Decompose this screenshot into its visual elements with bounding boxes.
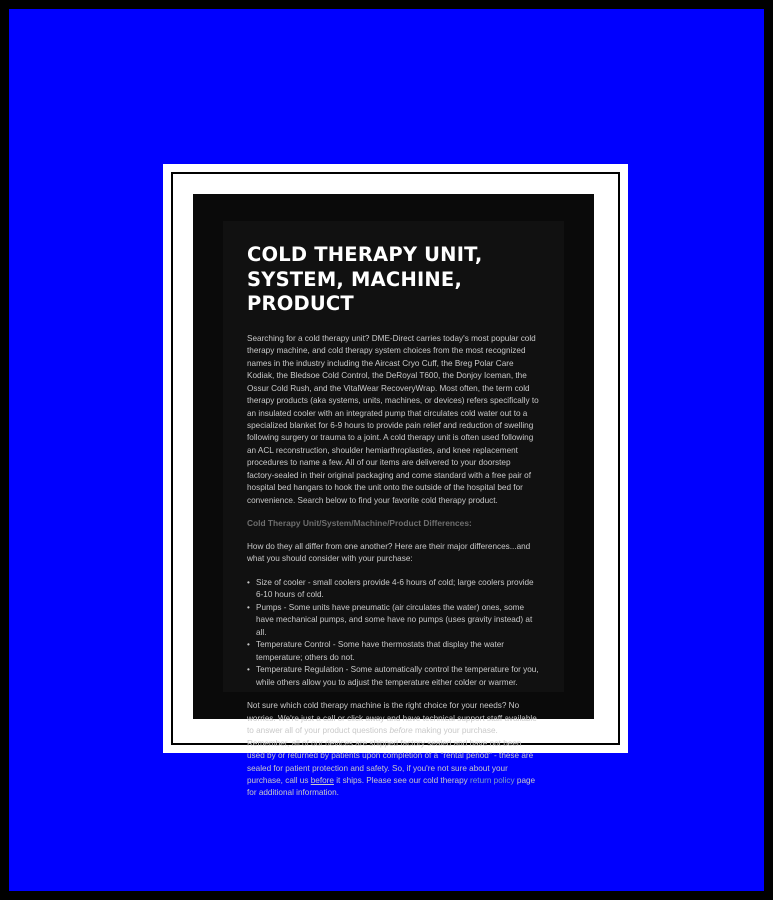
differences-list — [247, 577, 540, 689]
article-content — [223, 221, 564, 798]
closing-text-part1: Not sure which cold therapy machine is the right choice for your needs? No worries. We're just a call or click away and have technical support staff available to answer all of your product questions — [247, 701, 537, 736]
intro-paragraph: Searching for a cold therapy unit? DME-Direct carries today's most popular cold therapy machine, and cold therapy system choices from the most recognized names in the industry including the Aircast Cryo Cuff, the Breg Polar Care Kodiak, the Bledsoe Cold Control, the DeRoyal T600, the Donjoy Iceman, the Ossur Cold Rush, and the VitalWear RecoveryWrap. Most often, the term cold therapy products (aka systems, units, machines, or devices) refers specifically to an insulated cooler with an integrated pump that circulates cold water out to a specialized blanket for 6-9 hours to provide pain relief and reduction of swelling following surgery or trauma to a joint. A cold therapy unit is often used following an ACL reconstruction, shoulder hemiarthroplasties, and knee replacement procedures to name a few. All of our items are delivered to your doorstep factory-sealed in their original packaging and come standard with a free pair of hospital bed hangars to hook the unit onto the outside of the hospital bed for convenience. Search below to find your favorite cold therapy product. — [247, 333, 539, 505]
framed-content-card — [163, 164, 628, 798]
section-lead-paragraph: How do they all differ from one another? Here are their major differences...and what you should consider with your purchase: — [247, 542, 531, 564]
frame-border — [171, 172, 620, 798]
page-title: COLD THERAPY UNIT, SYSTEM, MACHINE, PRODUCT — [247, 243, 483, 316]
closing-underline-before: before — [310, 775, 334, 785]
return-policy-link[interactable]: return policy — [470, 775, 515, 785]
closing-text-part4: page for additional information. — [247, 775, 536, 798]
list-item: • Size of cooler - small coolers provide 4-6 hours of cold; large coolers provide 6-10 hours of cold. — [247, 577, 540, 602]
page-background — [9, 9, 764, 891]
frame-inner — [177, 178, 614, 798]
closing-text-part3: it ships. Please see our cold therapy — [333, 775, 471, 785]
closing-emphasis-before: before — [389, 726, 413, 736]
list-item: • Temperature Control - Some have thermostats that display the water temperature; others do not. — [247, 639, 540, 664]
closing-paragraph — [247, 700, 540, 800]
list-item: • Pumps - Some units have pneumatic (air circulates the water) ones, some have mechanical pumps, and some have no pumps (uses gravity instead) at all. — [247, 602, 540, 639]
closing-text-part2: making your purchase. Remember, all of our devices are shipped factory sealed and have not been used by or returned by patients upon completion of a "rental period" - these are sealed for patient protection and safety. So, if you're not sure about your purchase, call us — [247, 726, 534, 785]
dark-panel — [193, 194, 594, 798]
list-item: • Temperature Regulation - Some automatically control the temperature for you, while others allow you to adjust the temperature either colder or warmer. — [247, 664, 540, 689]
section-heading-differences: Cold Therapy Unit/System/Machine/Product Differences: — [247, 518, 472, 529]
